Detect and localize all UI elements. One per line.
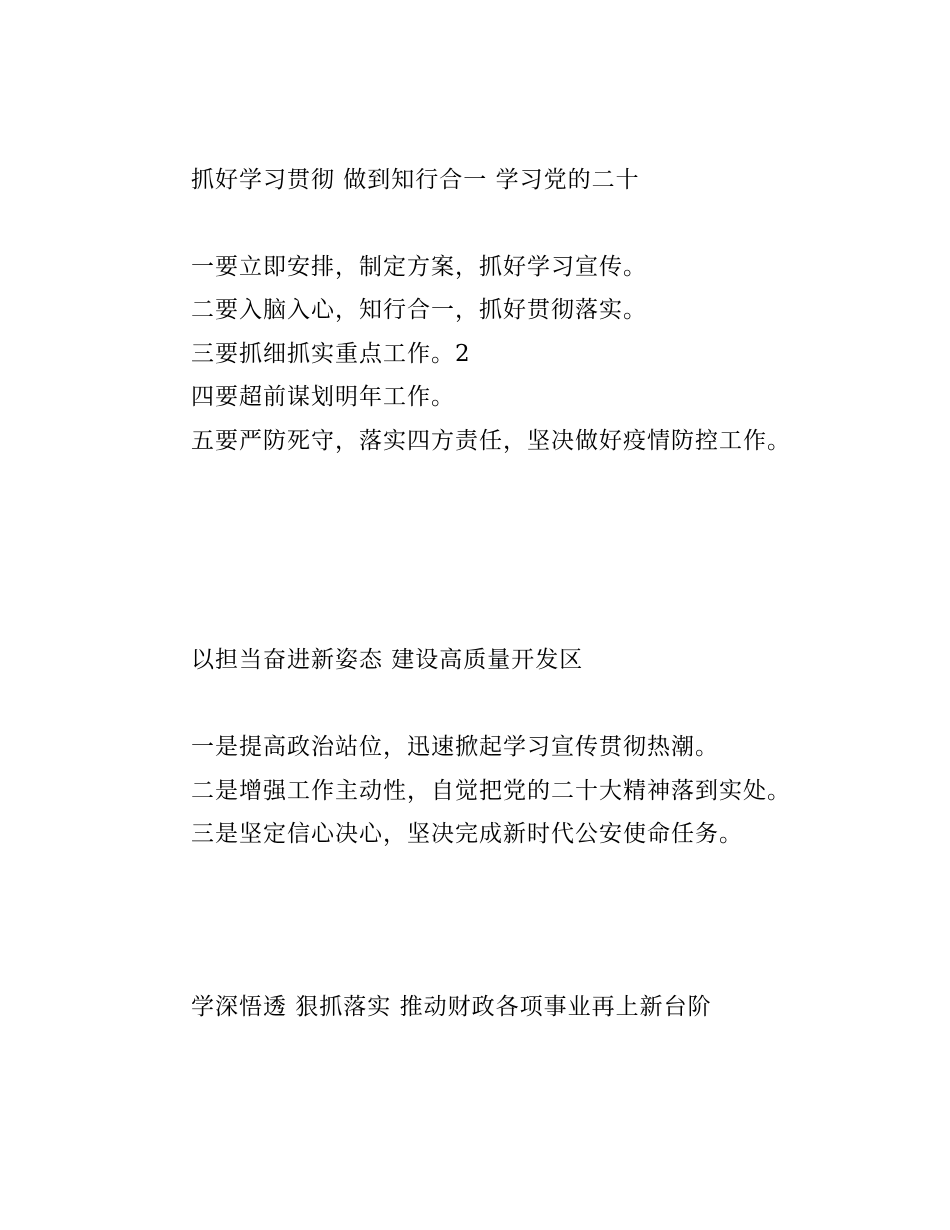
section-1-item-1: 一要立即安排，制定方案，抓好学习宣传。 — [191, 254, 647, 280]
section-1-item-3: 三要抓细抓实重点工作。2 — [191, 341, 471, 367]
section-2-item-3: 三是坚定信心决心，坚决完成新时代公安使命任务。 — [191, 821, 743, 847]
section-1-heading: 抓好学习贯彻 做到知行合一 学习党的二十 — [191, 167, 640, 193]
section-2-item-2: 二是增强工作主动性，自觉把党的二十大精神落到实处。 — [191, 778, 791, 804]
section-1-item-4: 四要超前谋划明年工作。 — [191, 384, 455, 410]
section-2-item-1: 一是提高政治站位，迅速掀起学习宣传贯彻热潮。 — [191, 734, 719, 760]
section-1-item-2: 二要入脑入心，知行合一，抓好贯彻落实。 — [191, 297, 647, 323]
section-3-heading: 学深悟透 狠抓落实 推动财政各项事业再上新台阶 — [191, 994, 712, 1020]
section-2-heading: 以担当奋进新姿态 建设高质量开发区 — [191, 647, 584, 673]
section-1-item-5: 五要严防死守，落实四方责任，坚决做好疫情防控工作。 — [191, 428, 791, 454]
